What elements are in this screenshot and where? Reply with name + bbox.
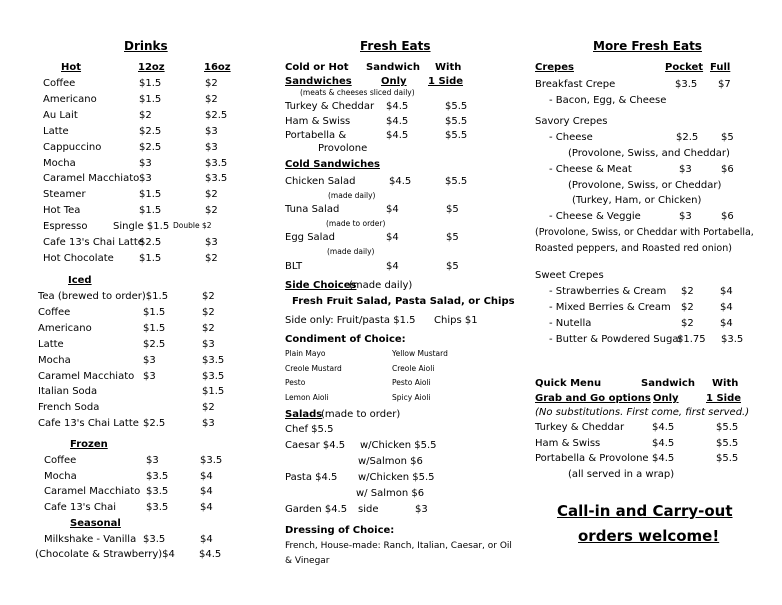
blt-side: $5 (446, 261, 459, 272)
iced-drink-16oz: $3.5 (202, 354, 225, 366)
breakfast-crepe-pocket: $3.5 (675, 79, 698, 90)
quick-menu-side-price: $5.5 (716, 422, 739, 433)
dressing-list-cont: & Vinegar (285, 556, 330, 566)
iced-drink-name: Mocha (38, 354, 71, 366)
hot-drink-16oz: $3 (205, 125, 218, 137)
iced-drink-name: Caramel Macchiato (38, 370, 135, 382)
frozen-drink-16oz: $4 (200, 501, 213, 513)
frozen-drink-12oz: $3.5 (146, 470, 169, 482)
iced-drink-16oz: $3 (202, 418, 215, 430)
frozen-header: Frozen (70, 439, 108, 450)
provolone-label: Provolone (318, 143, 368, 154)
cheese-crepe-full: $5 (721, 132, 734, 143)
chef-salad: Chef $5.5 (285, 424, 334, 435)
savory-crepes-header: Savory Crepes (535, 116, 608, 127)
chips-price: Chips $1 (434, 315, 478, 326)
hot-drink-12oz: $2.5 (139, 125, 162, 137)
pocket-header: Pocket (665, 62, 704, 73)
cheese-crepe-pocket: $2.5 (676, 132, 699, 143)
frozen-drink-16oz: $4 (200, 470, 213, 482)
quick-menu-item-name: Portabella & Provolone (535, 453, 649, 464)
chicken-salad-only: $4.5 (389, 176, 412, 187)
sandwich-side-price: $5.5 (445, 130, 468, 141)
sandwich-only-price: $4.5 (386, 130, 409, 141)
iced-drink-12oz: $2.5 (143, 338, 166, 350)
iced-drink-16oz: $2 (202, 306, 215, 318)
hot-drink-16oz: $2 (205, 252, 218, 264)
egg-salad-only: $4 (386, 232, 399, 243)
quick-with-header: With (712, 378, 739, 389)
hot-drink-12oz: $2.5 (139, 141, 162, 153)
hot-drink-12oz: $3 (139, 173, 152, 185)
no-substitutions-note: (No substitutions. First come, first served.) (535, 407, 750, 418)
sweet-crepe-pocket: $2 (681, 286, 694, 297)
fresh-eats-title: Fresh Eats (360, 39, 431, 53)
iced-drink-name: Italian Soda (38, 386, 98, 398)
milkshake-16oz: $4 (200, 534, 213, 545)
cheese-crepe-desc: (Provolone, Swiss, and Cheddar) (568, 148, 730, 159)
pasta-chicken: w/Chicken $5.5 (358, 472, 435, 483)
side-choices-note: (made daily) (349, 280, 413, 291)
sandwich-name: Ham & Swiss (285, 115, 351, 127)
more-fresh-eats-title: More Fresh Eats (593, 39, 702, 53)
only-header: Only (381, 76, 407, 87)
egg-salad-note: (made daily) (327, 247, 375, 256)
chicken-salad-name: Chicken Salad (285, 176, 356, 187)
cheese-veggie-crepe-full: $6 (721, 211, 734, 222)
pasta-salad: Pasta $4.5 (285, 472, 338, 483)
frozen-drink-12oz: $3.5 (146, 501, 169, 513)
condiment-option: Creole Mustard (285, 363, 342, 373)
cold-or-hot-header: Cold or Hot (285, 62, 349, 73)
cheese-veggie-crepe-name: - Cheese & Veggie (549, 211, 641, 222)
side-choices-list: Fresh Fruit Salad, Pasta Salad, or Chips (292, 296, 515, 307)
hot-drink-12oz: $1.5 (139, 205, 162, 217)
quick-menu-only-price: $4.5 (652, 422, 675, 433)
hot-drink-16oz: $2 (205, 205, 218, 217)
iced-drink-name: Latte (38, 338, 64, 350)
tuna-salad-name: Tuna Salad (285, 204, 340, 215)
frozen-drink-12oz: $3.5 (146, 486, 169, 497)
milkshake-12oz: $3.5 (143, 534, 166, 545)
quick-menu-only-price: $4.5 (652, 437, 675, 449)
sandwiches-header: Sandwiches (285, 76, 352, 87)
condiment-option: Pesto (285, 378, 306, 387)
hot-drink-name: Cappuccino (43, 141, 102, 153)
sandwich-only-price: $4.5 (386, 115, 409, 127)
caesar-salad: Caesar $4.5 (285, 440, 346, 451)
hot-drink-12oz: $2 (139, 109, 152, 121)
breakfast-crepe-full: $7 (718, 79, 731, 90)
quick-menu-side-price: $5.5 (716, 437, 739, 449)
hot-drink-12oz: $1.5 (139, 93, 162, 105)
quick-one-side-header: 1 Side (706, 393, 742, 404)
sweet-crepe-name: - Butter & Powdered Sugar (549, 334, 683, 345)
garden-salad: Garden $4.5 (285, 504, 348, 515)
sweet-crepe-full: $4 (720, 302, 733, 313)
egg-salad-side: $5 (446, 232, 459, 243)
milkshake-flavors-16oz: $4.5 (199, 549, 222, 560)
frozen-drink-12oz: $3 (146, 455, 159, 466)
cheese-veggie-desc-1: (Provolone, Swiss, or Cheddar with Portabella, (535, 227, 754, 238)
condiment-option: Creole Aioli (392, 363, 435, 373)
iced-drink-16oz: $3.5 (202, 370, 225, 382)
hot-drink-name: Cafe 13's Chai Latte (43, 237, 144, 248)
salads-note: (made to order) (321, 409, 401, 420)
iced-drink-16oz: $2 (202, 402, 215, 414)
condiment-option: Lemon Aioli (285, 392, 329, 402)
iced-drink-16oz: $3 (202, 338, 215, 350)
condiment-header: Condiment of Choice: (285, 334, 406, 345)
tuna-salad-side: $5 (446, 204, 459, 215)
iced-drink-16oz: $2 (202, 322, 215, 334)
hot-drink-16oz: $3.5 (205, 157, 228, 169)
cheese-veggie-desc-2: Roasted peppers, and Roasted red onion) (535, 243, 732, 254)
sweet-crepe-pocket: $2 (681, 318, 694, 329)
tuna-salad-note: (made to order) (326, 219, 386, 228)
tuna-salad-only: $4 (386, 204, 399, 215)
sweet-crepe-pocket: $2 (681, 302, 694, 313)
sandwich-header: Sandwich (366, 62, 420, 73)
frozen-drink-name: Coffee (44, 455, 77, 466)
frozen-drink-16oz: $3.5 (200, 455, 223, 466)
side-only-price: Side only: Fruit/pasta $1.5 (285, 315, 416, 326)
sliced-daily-note: (meats & cheeses sliced daily) (300, 88, 415, 97)
cheese-meat-crepe-pocket: $3 (679, 164, 692, 175)
condiment-option: Pesto Aioli (392, 378, 431, 387)
cheese-crepe-name: - Cheese (549, 132, 593, 143)
hot-drink-12oz: $3 (139, 157, 152, 169)
sweet-crepe-pocket: $1.75 (677, 334, 706, 345)
sweet-crepe-full: $4 (720, 318, 733, 329)
call-in-line-1: Call-in and Carry-out (557, 502, 733, 520)
sweet-crepe-name: - Strawberries & Cream (549, 286, 667, 297)
iced-drink-16oz: $1.5 (202, 386, 225, 398)
full-header: Full (710, 62, 731, 73)
one-side-header: 1 Side (428, 76, 464, 87)
iced-drink-12oz: $3 (143, 370, 156, 382)
dressing-header: Dressing of Choice: (285, 525, 395, 536)
frozen-drink-name: Cafe 13's Chai (44, 501, 117, 513)
hot-drink-12oz: $2.5 (139, 237, 162, 248)
hot-drink-12oz: $1.5 (139, 78, 162, 89)
breakfast-crepe-name: Breakfast Crepe (535, 79, 616, 90)
drinks-title: Drinks (124, 39, 168, 53)
hot-drink-name: Coffee (43, 78, 76, 89)
iced-drink-12oz: $2.5 (143, 418, 166, 430)
iced-drink-12oz: $1.5 (143, 306, 166, 318)
hot-drink-name: Americano (43, 93, 97, 105)
hot-drink-16oz: $2 (205, 189, 218, 201)
iced-drink-name: Cafe 13's Chai Latte (38, 418, 139, 430)
hot-drink-12oz: $1.5 (139, 252, 162, 264)
breakfast-crepe-desc: - Bacon, Egg, & Cheese (549, 95, 667, 106)
cheese-meat-crepe-full: $6 (721, 164, 734, 175)
condiment-option: Yellow Mustard (392, 349, 448, 358)
hot-drink-16oz: $2.5 (205, 109, 228, 121)
sweet-crepe-full: $4 (720, 286, 733, 297)
side-choices-header: Side Choices (285, 280, 357, 291)
crepes-header: Crepes (535, 62, 574, 73)
iced-drink-12oz: $1.5 (143, 322, 166, 334)
caesar-chicken: w/Chicken $5.5 (360, 440, 437, 451)
condiment-option: Plain Mayo (285, 349, 326, 358)
hot-drink-16oz: $2 (205, 93, 218, 105)
iced-drink-12oz: $3 (143, 354, 156, 366)
sweet-crepe-name: - Nutella (549, 318, 592, 329)
12oz-header: 12oz (138, 62, 165, 73)
seasonal-header: Seasonal (70, 518, 121, 529)
quick-menu-item-name: Turkey & Cheddar (535, 422, 625, 433)
hot-drink-name: Caramel Macchiato (43, 173, 140, 185)
cheese-meat-crepe-name: - Cheese & Meat (549, 164, 632, 175)
frozen-drink-name: Caramel Macchiato (44, 486, 141, 497)
iced-header: Iced (68, 275, 92, 286)
iced-drink-name: Tea (brewed to order)$1.5 (38, 291, 169, 302)
16oz-header: 16oz (204, 62, 231, 73)
quick-menu-only-price: $4.5 (652, 453, 675, 464)
chicken-salad-side: $5.5 (445, 176, 468, 187)
quick-menu-side-price: $5.5 (716, 453, 739, 464)
sandwich-side-price: $5.5 (445, 101, 468, 112)
blt-only: $4 (386, 261, 399, 272)
cold-sandwiches-header: Cold Sandwiches (285, 159, 380, 170)
milkshake-flavors: (Chocolate & Strawberry)$4 (35, 549, 175, 560)
dressing-list: French, House-made: Ranch, Italian, Caesar, or Oil (285, 541, 512, 551)
hot-drink-name: Hot Tea (43, 205, 81, 217)
cheese-veggie-crepe-pocket: $3 (679, 211, 692, 222)
hot-drink-16oz: $3 (205, 237, 218, 248)
hot-drink-16oz: $3 (205, 141, 218, 153)
salads-header: Salads (285, 409, 323, 420)
milkshake-name: Milkshake - Vanilla (44, 534, 137, 545)
garden-side-price: $3 (415, 504, 428, 515)
quick-menu-item-name: Ham & Swiss (535, 437, 601, 449)
call-in-line-2: orders welcome! (578, 527, 720, 545)
sandwich-side-price: $5.5 (445, 115, 468, 127)
frozen-drink-16oz: $4 (200, 486, 213, 497)
hot-drink-name: Latte (43, 125, 69, 137)
sweet-crepe-full: $3.5 (721, 334, 744, 345)
wrap-note: (all served in a wrap) (568, 469, 675, 480)
hot-header: Hot (61, 62, 82, 73)
iced-drink-name: French Soda (38, 402, 100, 414)
blt-name: BLT (285, 261, 303, 272)
hot-drink-name: Hot Chocolate (43, 252, 114, 264)
condiment-option: Spicy Aioli (392, 392, 431, 402)
grab-and-go-header: Grab and Go options (535, 393, 651, 404)
iced-drink-name: Americano (38, 322, 92, 334)
iced-drink-16oz: $2 (202, 291, 215, 302)
hot-drink-name: Mocha (43, 157, 76, 169)
frozen-drink-name: Mocha (44, 470, 77, 482)
pasta-salmon: w/ Salmon $6 (356, 488, 425, 499)
sweet-crepes-header: Sweet Crepes (535, 270, 604, 281)
cheese-meat-desc-1: (Provolone, Swiss, or Cheddar) (568, 180, 722, 191)
quick-only-header: Only (653, 393, 679, 404)
hot-drink-16oz: $2 (205, 78, 218, 89)
hot-drink-name: Steamer (43, 189, 86, 201)
cheese-meat-desc-2: (Turkey, Ham, or Chicken) (572, 195, 702, 206)
sandwich-name: Portabella & (285, 130, 347, 141)
espresso-double-price: Double $2 (173, 221, 212, 231)
quick-sandwich-header: Sandwich (641, 378, 695, 389)
sandwich-only-price: $4.5 (386, 101, 409, 112)
caesar-salmon: w/Salmon $6 (358, 456, 423, 467)
egg-salad-name: Egg Salad (285, 232, 335, 243)
hot-drink-name: Au Lait (43, 109, 78, 121)
espresso-single-price: Single $1.5 (113, 221, 170, 233)
sweet-crepe-name: - Mixed Berries & Cream (549, 302, 671, 313)
iced-drink-name: Coffee (38, 306, 71, 318)
hot-drink-16oz: $3.5 (205, 173, 228, 185)
sandwich-name: Turkey & Cheddar (285, 101, 375, 112)
hot-drink-name: Espresso (43, 221, 88, 233)
with-header: With (435, 62, 462, 73)
quick-menu-header: Quick Menu (535, 378, 602, 389)
hot-drink-12oz: $1.5 (139, 189, 162, 201)
chicken-salad-note: (made daily) (328, 191, 376, 200)
garden-side-label: side (358, 504, 379, 515)
